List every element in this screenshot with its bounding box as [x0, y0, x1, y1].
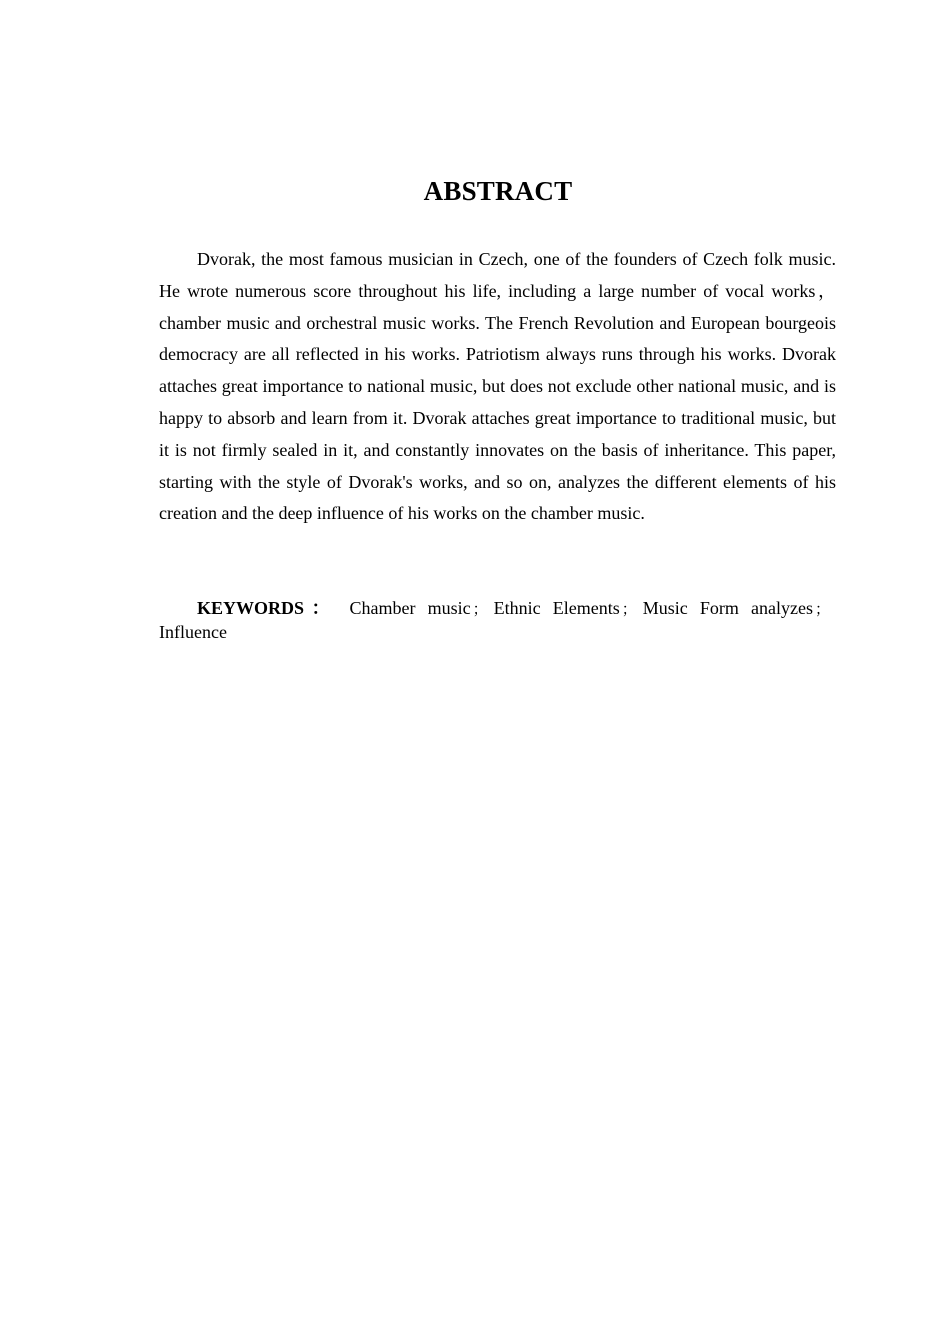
- keyword-separator: ；: [621, 602, 637, 618]
- keywords-line: [159, 597, 836, 643]
- keyword-item: Music Form analyzes: [642, 598, 814, 618]
- keyword-separator: ；: [472, 602, 488, 618]
- keyword-item: Chamber music: [349, 598, 471, 618]
- keyword-separator: ；: [815, 602, 831, 618]
- keywords-label: KEYWORDS：: [197, 598, 338, 618]
- keyword-item: Influence: [159, 622, 227, 642]
- abstract-title: ABSTRACT: [423, 176, 573, 206]
- abstract-body: Dvorak, the most famous musician in Czech, one of the founders of Czech folk music. He wrote numerous score throughout his life, including a large number of vocal works， chamber music and orchestral music works. The French Revolution and European bourgeois democracy are all reflected in his works. Patriotism always runs through his works. Dvorak attaches great importance to national music, but does not exclude other national music, and is happy to absorb and learn from it. Dvorak attaches great importance to traditional music, but it is not firmly sealed in it, and constantly innovates on the basis of inheritance. This paper, starting with the style of Dvorak's works, and so on, analyzes the different elements of his creation and the deep influence of his works on the chamber music.: [159, 249, 836, 524]
- keyword-item: Ethnic Elements: [493, 598, 620, 618]
